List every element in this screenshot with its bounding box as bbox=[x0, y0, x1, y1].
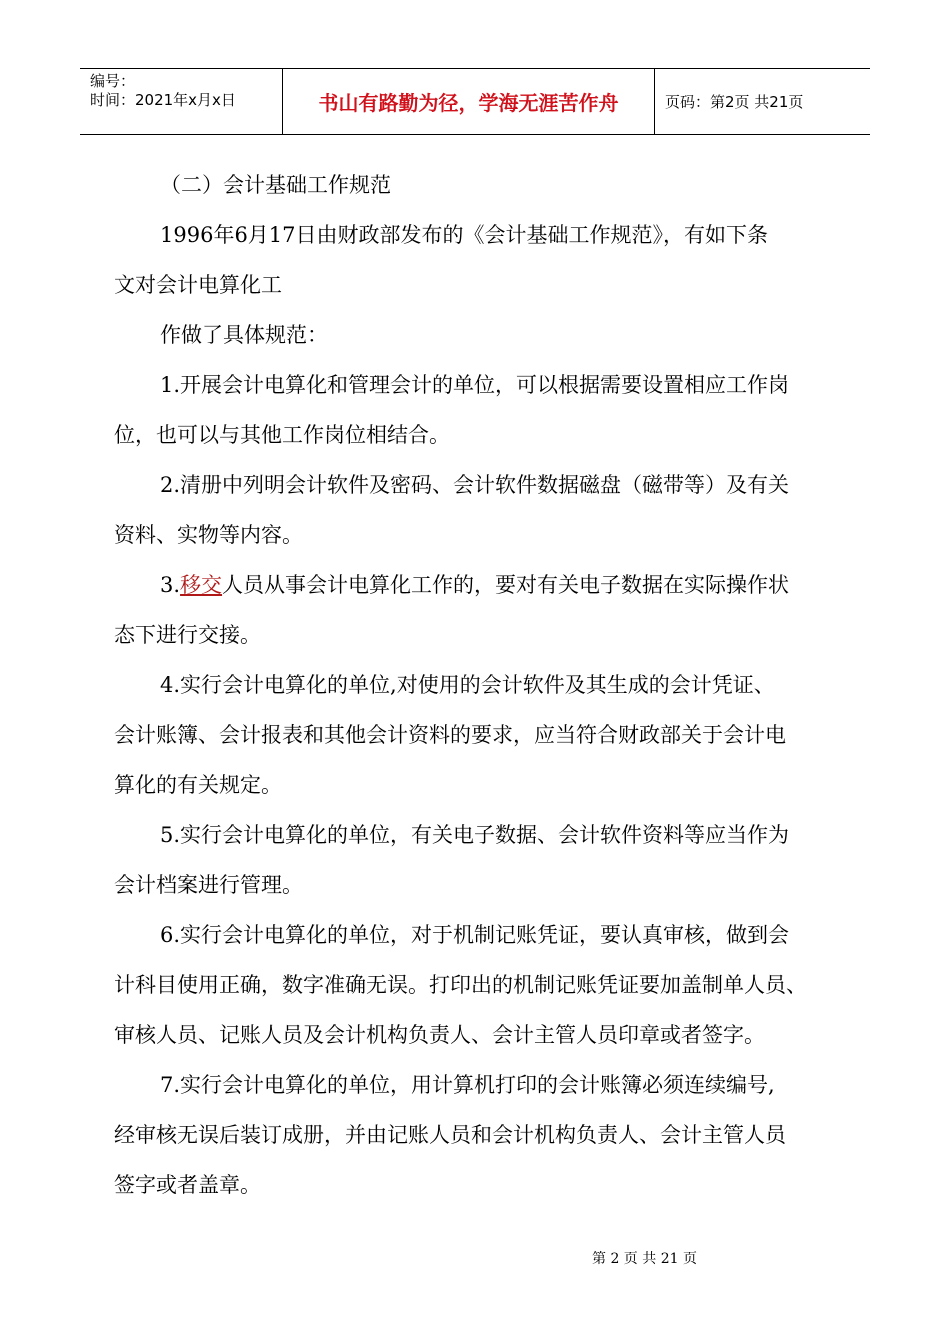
item-2-line: 资料、实物等内容。 bbox=[114, 523, 303, 547]
item-6-line: 审核人员、记账人员及会计机构负责人、会计主管人员印章或者签字。 bbox=[114, 1023, 765, 1047]
intro-paragraph-line: 1996年6月17日由财政部发布的《会计基础工作规范》，有如下条 bbox=[160, 223, 769, 247]
item-4-line: 4.实行会计电算化的单位,对使用的会计软件及其生成的会计凭证、 bbox=[160, 673, 775, 697]
item-6-line: 计科目使用正确，数字准确无误。打印出的机制记账凭证要加盖制单人员、 bbox=[114, 973, 807, 997]
header-page-cell bbox=[655, 69, 870, 134]
item-1-line: 1.开展会计电算化和管理会计的单位，可以根据需要设置相应工作岗 bbox=[160, 373, 790, 397]
item-5-line: 5.实行会计电算化的单位，有关电子数据、会计软件资料等应当作为 bbox=[160, 823, 790, 847]
item-4-line: 会计账簿、会计报表和其他会计资料的要求，应当符合财政部关于会计电 bbox=[114, 723, 786, 747]
item-3-line bbox=[114, 560, 854, 610]
item-7-line: 7.实行会计电算化的单位，用计算机打印的会计账簿必须连续编号, bbox=[160, 1073, 775, 1097]
item-4-line: 算化的有关规定。 bbox=[114, 773, 282, 797]
document-body bbox=[114, 160, 854, 1210]
item-7-line: 签字或者盖章。 bbox=[114, 1173, 261, 1197]
item-7-line: 经审核无误后装订成册，并由记账人员和会计机构负责人、会计主管人员 bbox=[114, 1123, 786, 1147]
document-header bbox=[80, 68, 870, 135]
handover-link[interactable]: 移交 bbox=[180, 573, 223, 597]
header-motto-cell bbox=[282, 69, 655, 134]
item-2-line: 2.清册中列明会计软件及密码、会计软件数据磁盘（磁带等）及有关 bbox=[160, 473, 790, 497]
intro-paragraph-line: 作做了具体规范： bbox=[160, 323, 328, 347]
header-meta-cell bbox=[80, 69, 282, 134]
item-3-text: 人员从事会计电算化工作的，要对有关电子数据在实际操作状 bbox=[222, 573, 790, 597]
footer-page-number: 第 2 页 共 21 页 bbox=[592, 1251, 697, 1267]
item-6-line: 6.实行会计电算化的单位，对于机制记账凭证，要认真审核，做到会 bbox=[160, 923, 790, 947]
item-1-line: 位，也可以与其他工作岗位相结合。 bbox=[114, 423, 450, 447]
item-3-line: 态下进行交接。 bbox=[114, 623, 261, 647]
document-date: 时间：2021年x月x日 bbox=[90, 91, 236, 109]
item-5-line: 会计档案进行管理。 bbox=[114, 873, 303, 897]
intro-paragraph-line: 文对会计电算化工 bbox=[114, 273, 282, 297]
header-motto: 书山有路勤为径，学海无涯苦作舟 bbox=[318, 91, 619, 115]
document-number-label: 编号： bbox=[90, 72, 136, 90]
item-3-prefix: 3. bbox=[160, 573, 181, 597]
header-page-info: 页码：第2页 共21页 bbox=[665, 93, 804, 111]
section-title: （二）会计基础工作规范 bbox=[160, 173, 391, 197]
